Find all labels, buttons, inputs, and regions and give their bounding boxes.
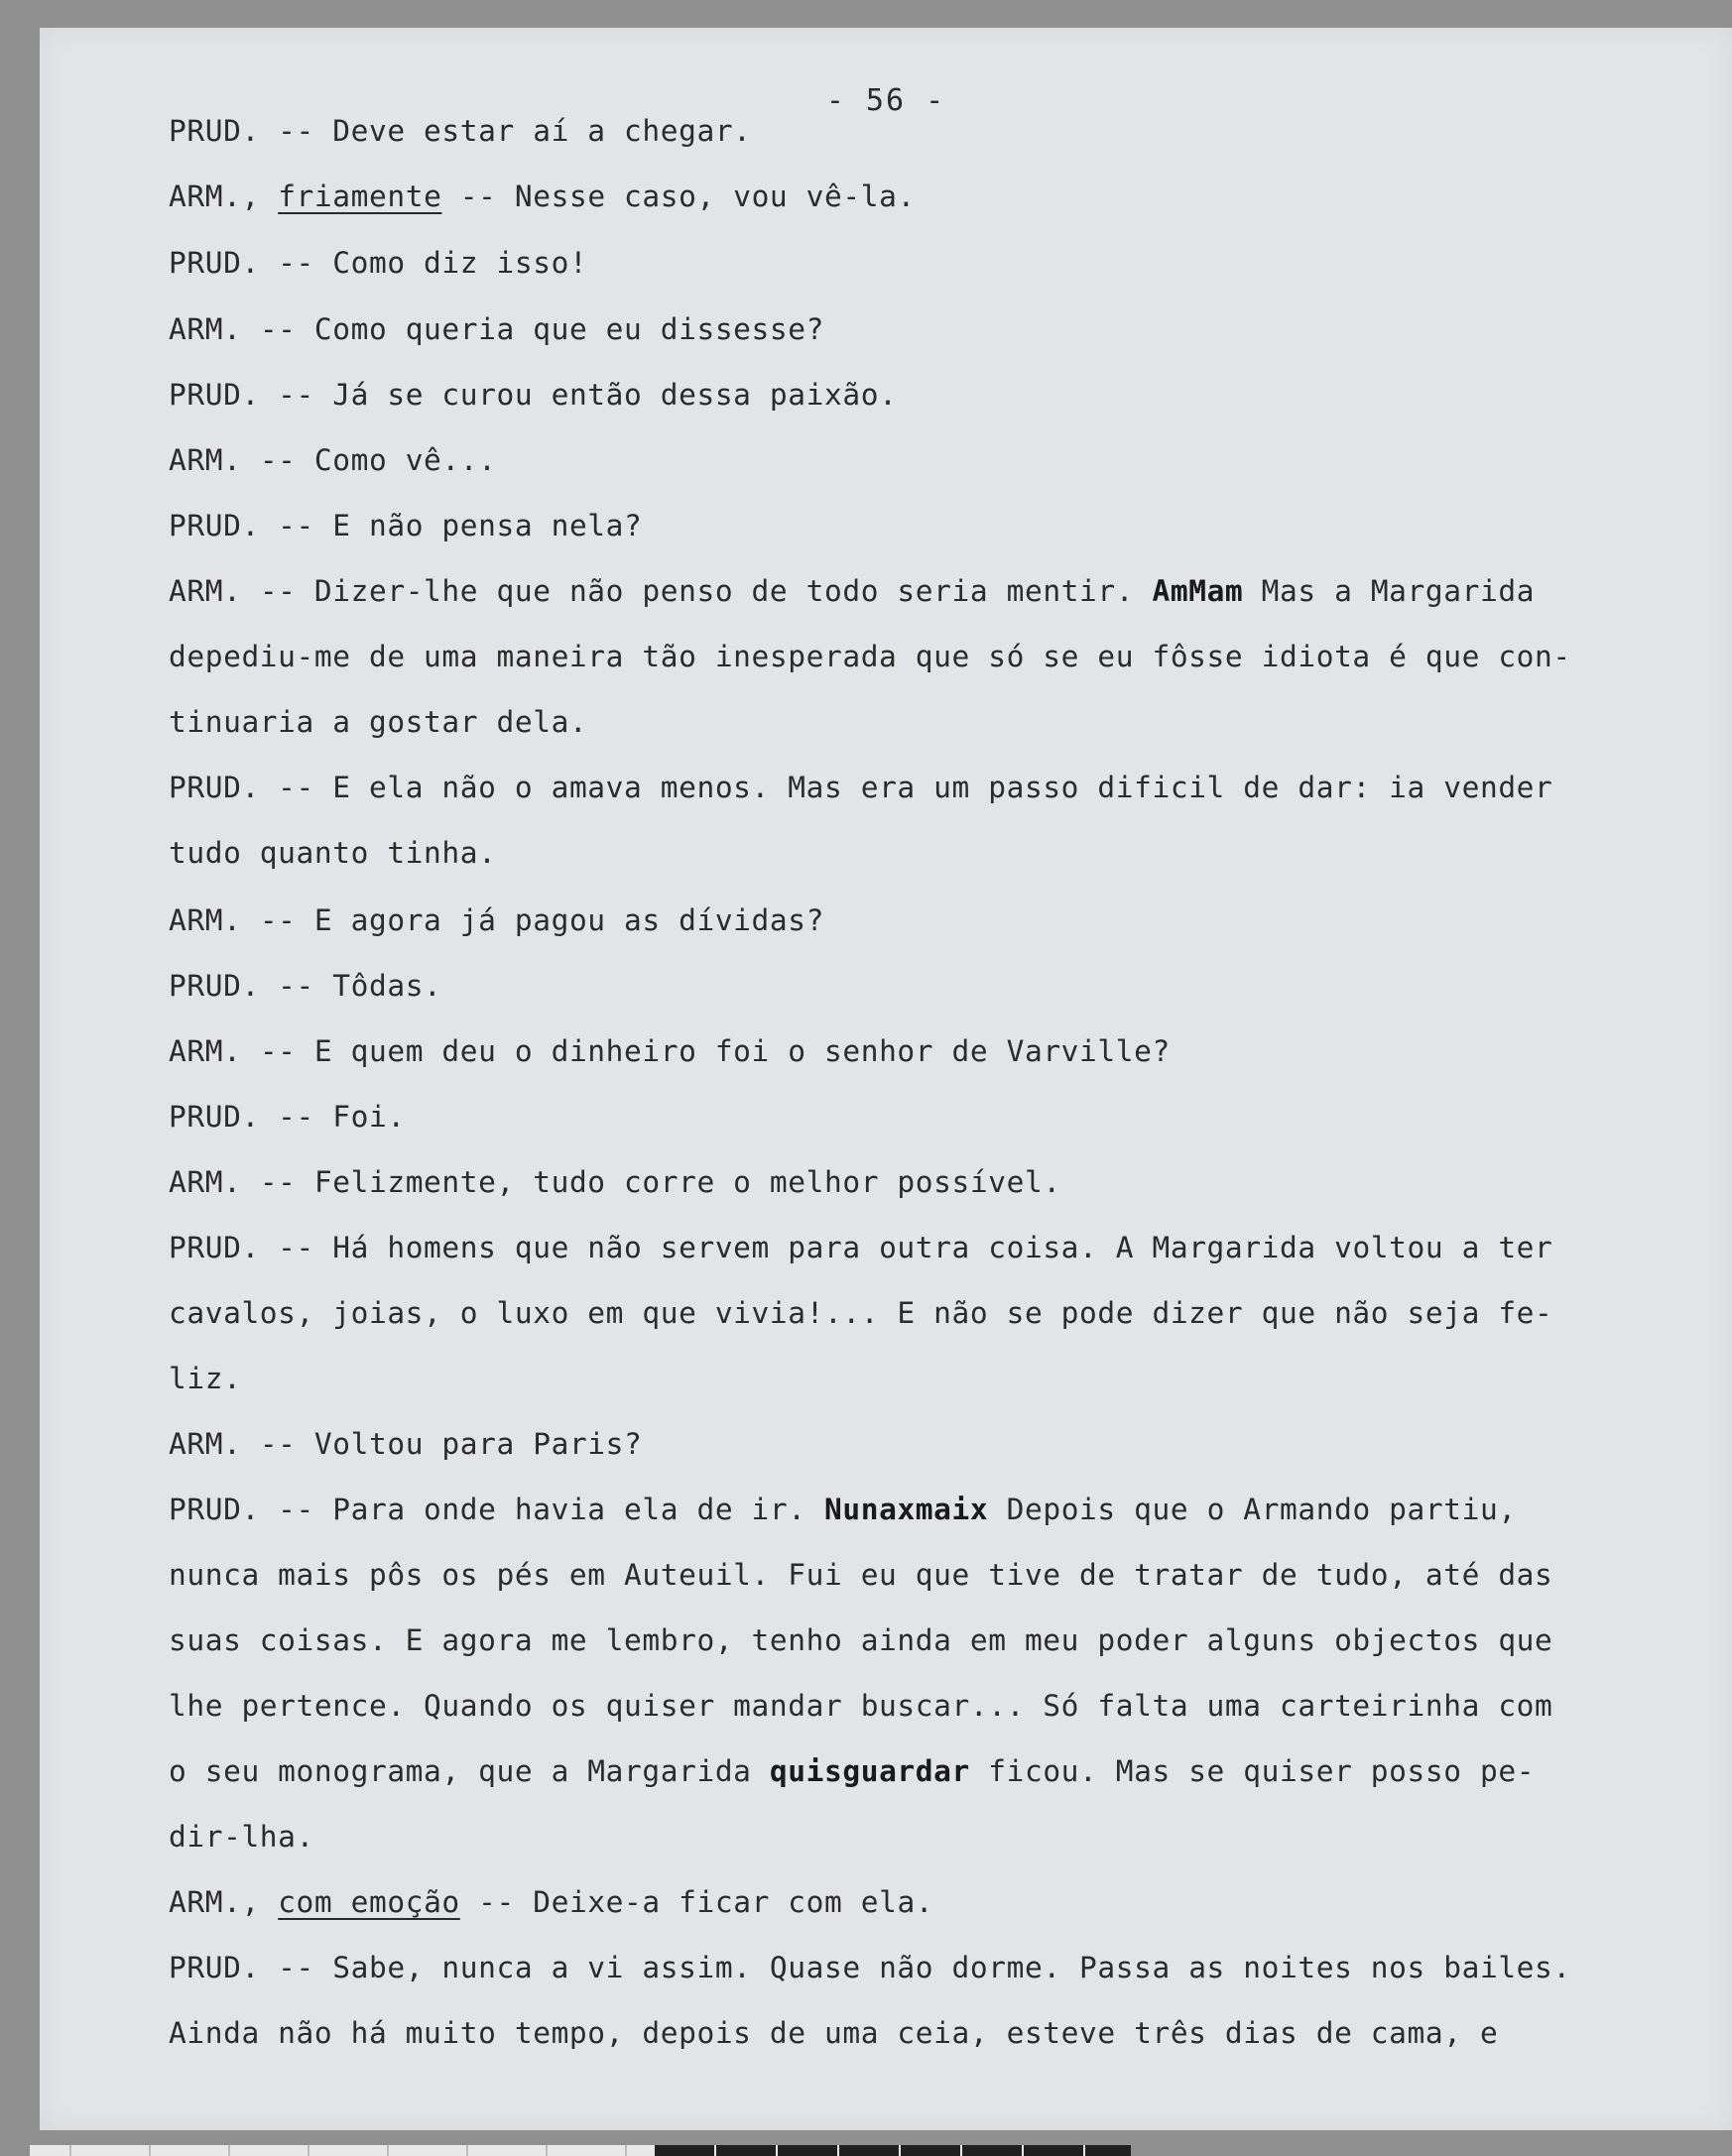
- dialogue-text-continued: ficou. Mas se quiser posso pe-: [969, 1754, 1536, 1788]
- speaker-name: PRUD.: [169, 1100, 260, 1134]
- dialogue-text: -- E não pensa nela?: [259, 509, 643, 542]
- speaker-name: PRUD.: [169, 246, 260, 280]
- script-line: [169, 309, 824, 349]
- speaker-name: ARM.: [169, 1427, 242, 1461]
- stage-direction: friamente: [278, 180, 442, 213]
- dialogue-text: -- Há homens que não servem para outra coisa. A Margarida voltou a ter: [259, 1231, 1553, 1264]
- script-line: [169, 571, 1535, 611]
- script-line: [169, 768, 1552, 807]
- script-line: [169, 1228, 1552, 1267]
- script-line: [169, 1490, 1517, 1529]
- speaker-name: PRUD.: [169, 771, 260, 804]
- dialogue-text: dir-lha.: [169, 1820, 314, 1854]
- dialogue-text: -- Como vê...: [241, 443, 497, 477]
- dialogue-text: -- Dizer-lhe que não penso de todo seria mentir.: [241, 574, 1153, 608]
- speaker-name: ARM.: [169, 1165, 242, 1199]
- script-line: [169, 1424, 642, 1464]
- speaker-name: PRUD.: [169, 1951, 260, 1984]
- script-line: [169, 506, 642, 545]
- scan-ruler-dark: [655, 2145, 1131, 2156]
- speaker-name: ARM.: [169, 903, 242, 937]
- dialogue-text: -- Deixe-a ficar com ela.: [459, 1885, 934, 1919]
- script-line: [169, 1817, 314, 1857]
- speaker-name: PRUD.: [169, 969, 260, 1003]
- script-line: [169, 833, 497, 873]
- typewritten-page: [40, 28, 1732, 2130]
- script-line: [169, 966, 441, 1006]
- dialogue-text: depediu-me de uma maneira tão inesperada que só se eu fôsse idiota é que con-: [169, 640, 1571, 673]
- dialogue-text: -- Tôdas.: [259, 969, 442, 1003]
- dialogue-text: o seu monograma, que a Margarida: [169, 1754, 770, 1788]
- dialogue-text: Ainda não há muito tempo, depois de uma ceia, esteve três dias de cama, e: [169, 2016, 1499, 2050]
- speaker-name: ARM.: [169, 1034, 242, 1068]
- script-line: [169, 243, 587, 283]
- dialogue-text: tinuaria a gostar dela.: [169, 705, 588, 739]
- script-line: [169, 1293, 1552, 1333]
- stage-direction: com emoção: [278, 1885, 460, 1919]
- script-line: [169, 1359, 241, 1398]
- dialogue-text: -- Já se curou então dessa paixão.: [259, 378, 898, 412]
- script-line: [169, 1751, 1535, 1791]
- script-line: [169, 1097, 406, 1137]
- dialogue-text: -- E agora já pagou as dívidas?: [241, 903, 824, 937]
- script-line: [169, 1948, 1571, 1987]
- dialogue-text: cavalos, joias, o luxo em que vivia!... E não se pode dizer que não seja fe-: [169, 1296, 1553, 1330]
- dialogue-text: -- Voltou para Paris?: [241, 1427, 643, 1461]
- dialogue-text: -- Deve estar aí a chegar.: [259, 114, 752, 148]
- dialogue-text: suas coisas. E agora me lembro, tenho ainda em meu poder alguns objectos que: [169, 1623, 1553, 1657]
- speaker-name: PRUD.: [169, 378, 260, 412]
- speaker-name: ARM.,: [169, 180, 260, 213]
- struck-out-text: quisguardar: [769, 1754, 970, 1788]
- struck-out-text: Nunaxmaix: [824, 1493, 989, 1526]
- dialogue-text: -- E ela não o amava menos. Mas era um passo dificil de dar: ia vender: [259, 771, 1553, 804]
- speaker-name: ARM.: [169, 312, 242, 346]
- dialogue-text: nunca mais pôs os pés em Auteuil. Fui eu que tive de tratar de tudo, até das: [169, 1558, 1553, 1592]
- script-line: [169, 111, 752, 151]
- script-line: [169, 637, 1571, 676]
- dialogue-text: lhe pertence. Quando os quiser mandar buscar... Só falta uma carteirinha com: [169, 1689, 1553, 1723]
- script-line: [169, 1555, 1552, 1595]
- speaker-name: ARM.: [169, 574, 242, 608]
- script-line: [169, 2013, 1498, 2053]
- script-line: [169, 1686, 1552, 1726]
- dialogue-text: -- Nesse caso, vou vê-la.: [441, 180, 916, 213]
- speaker-name: PRUD.: [169, 509, 260, 542]
- script-line: [169, 1882, 933, 1922]
- script-line: [169, 375, 897, 415]
- speaker-name: ARM.: [169, 443, 242, 477]
- speaker-name: PRUD.: [169, 1493, 260, 1526]
- dialogue-text: -- Como queria que eu dissesse?: [241, 312, 824, 346]
- dialogue-text: -- Para onde havia ela de ir.: [259, 1493, 824, 1526]
- speaker-name: PRUD.: [169, 1231, 260, 1264]
- script-line: [169, 1162, 1061, 1202]
- script-line: [169, 1620, 1552, 1660]
- struck-out-text: AmMam: [1152, 574, 1244, 608]
- dialogue-text: tudo quanto tinha.: [169, 836, 497, 870]
- script-line: [169, 440, 497, 480]
- dialogue-text: -- Como diz isso!: [259, 246, 588, 280]
- dialogue-text: -- Sabe, nunca a vi assim. Quase não dorme. Passa as noites nos bailes.: [259, 1951, 1571, 1984]
- speaker-name: ARM.,: [169, 1885, 260, 1919]
- dialogue-text: -- Foi.: [259, 1100, 406, 1134]
- dialogue-text: -- E quem deu o dinheiro foi o senhor de Varville?: [241, 1034, 1171, 1068]
- page-number: - 56 -: [825, 83, 946, 118]
- dialogue-text-continued: Depois que o Armando partiu,: [988, 1493, 1517, 1526]
- script-line: [169, 702, 587, 742]
- script-line: [169, 1031, 1171, 1071]
- speaker-name: PRUD.: [169, 114, 260, 148]
- dialogue-text: -- Felizmente, tudo corre o melhor possível.: [241, 1165, 1061, 1199]
- dialogue-text: liz.: [169, 1362, 242, 1395]
- script-line: [169, 177, 916, 216]
- script-line: [169, 900, 824, 940]
- dialogue-text-continued: Mas a Margarida: [1243, 574, 1536, 608]
